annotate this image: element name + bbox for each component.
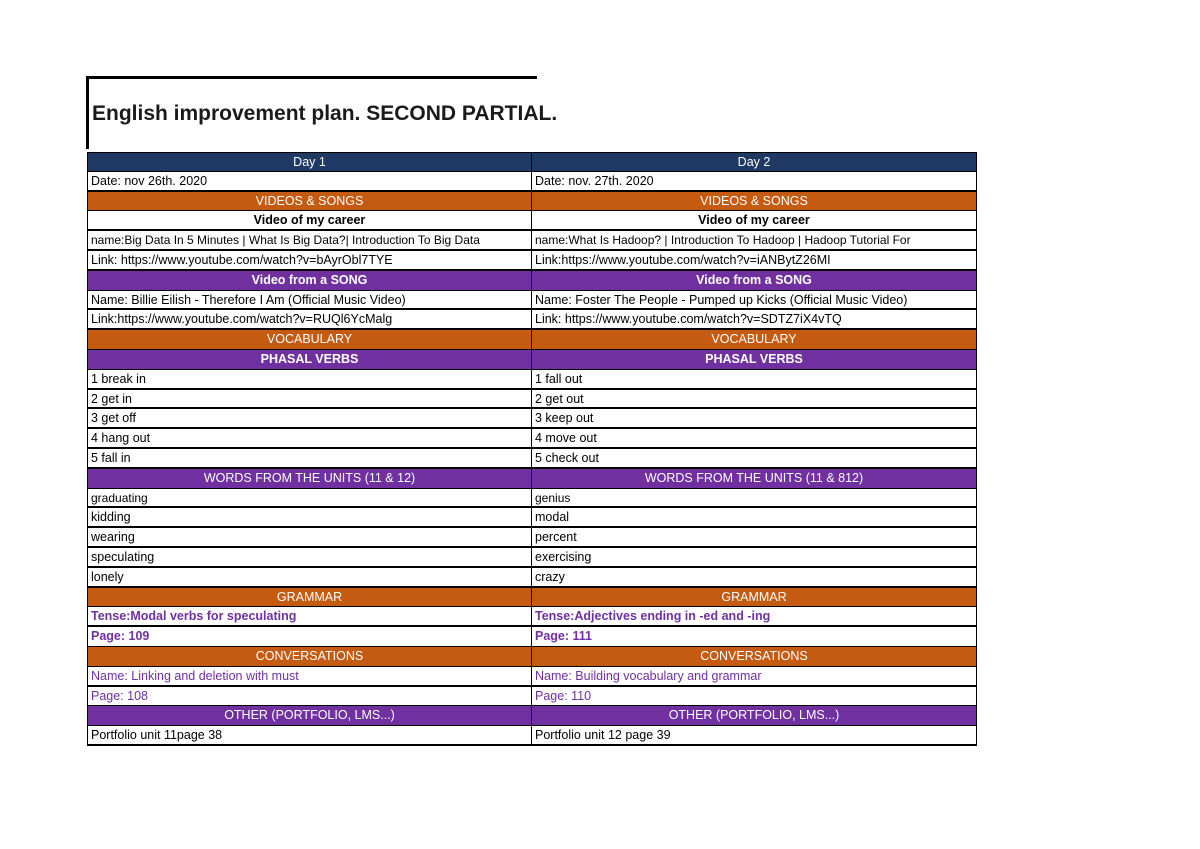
day-1-phrasal-verb: 3 get off: [87, 409, 532, 429]
day-2-phrasal-header: PHASAL VERBS: [532, 350, 977, 370]
day-2-grammar-header: GRAMMAR: [532, 588, 977, 608]
day-2-words-header: WORDS FROM THE UNITS (11 & 812): [532, 469, 977, 489]
day-2-conversation-page: Page: 110: [532, 687, 977, 707]
day-2-date: Date: nov. 27th. 2020: [532, 172, 977, 192]
phrasal-verb-row: [87, 429, 977, 449]
day-1-phrasal-verb: 1 break in: [87, 370, 532, 390]
day-1-career-video-header: Video of my career: [87, 211, 532, 231]
career-video-name-row: [87, 231, 977, 251]
word-row: [87, 489, 977, 509]
day-2-career-video-header: Video of my career: [532, 211, 977, 231]
phrasal-verb-row: [87, 409, 977, 429]
videos-songs-header-row: [87, 192, 977, 212]
day-2-song-header: Video from a SONG: [532, 271, 977, 291]
day-1-other-header: OTHER (PORTFOLIO, LMS...): [87, 706, 532, 726]
song-name-row: [87, 291, 977, 311]
word-row: [87, 508, 977, 528]
song-link-row: [87, 310, 977, 330]
day-2-word: genius: [532, 489, 977, 509]
grammar-page-row: [87, 627, 977, 647]
day-1-word: wearing: [87, 528, 532, 548]
word-row: [87, 568, 977, 588]
day-header-row: [87, 152, 977, 172]
day-1-song-link: Link:https://www.youtube.com/watch?v=RUQl6YcMalg: [87, 310, 532, 330]
grammar-tense-row: [87, 607, 977, 627]
day-1-career-video-link: Link: https://www.youtube.com/watch?v=bAyrObl7TYE: [87, 251, 532, 271]
day-2-vocabulary-header: VOCABULARY: [532, 330, 977, 350]
day-2-song-link: Link: https://www.youtube.com/watch?v=SDTZ7iX4vTQ: [532, 310, 977, 330]
day-2-grammar-tense: Tense:Adjectives ending in -ed and -ing: [532, 607, 977, 627]
conversation-name-row: [87, 667, 977, 687]
day-1-other-value: Portfolio unit 11page 38: [87, 726, 532, 746]
phrasal-verb-row: [87, 370, 977, 390]
day-2-header: Day 2: [532, 152, 977, 172]
day-1-conversation-page: Page: 108: [87, 687, 532, 707]
day-1-grammar-header: GRAMMAR: [87, 588, 532, 608]
day-1-grammar-page: Page: 109: [87, 627, 532, 647]
day-1-song-name: Name: Billie Eilish - Therefore I Am (Official Music Video): [87, 291, 532, 311]
day-2-career-video-link: Link:https://www.youtube.com/watch?v=iANBytZ26MI: [532, 251, 977, 271]
day-1-videos-songs-header: VIDEOS & SONGS: [87, 192, 532, 212]
plan-table: [87, 152, 977, 746]
day-2-phrasal-verb: 4 move out: [532, 429, 977, 449]
day-2-phrasal-verb: 1 fall out: [532, 370, 977, 390]
day-2-word: modal: [532, 508, 977, 528]
day-2-grammar-page: Page: 111: [532, 627, 977, 647]
word-row: [87, 528, 977, 548]
day-2-career-video-name: name:What Is Hadoop? | Introduction To Hadoop | Hadoop Tutorial For: [532, 231, 977, 251]
phrasal-verbs-header-row: [87, 350, 977, 370]
day-2-song-name: Name: Foster The People - Pumped up Kicks (Official Music Video): [532, 291, 977, 311]
song-header-row: [87, 271, 977, 291]
day-1-grammar-tense: Tense:Modal verbs for speculating: [87, 607, 532, 627]
day-2-other-value: Portfolio unit 12 page 39: [532, 726, 977, 746]
day-1-phrasal-verb: 2 get in: [87, 390, 532, 410]
day-1-career-video-name: name:Big Data In 5 Minutes | What Is Big Data?| Introduction To Big Data: [87, 231, 532, 251]
day-1-header: Day 1: [87, 152, 532, 172]
day-1-date: Date: nov 26th. 2020: [87, 172, 532, 192]
date-row: [87, 172, 977, 192]
day-1-phrasal-verb: 5 fall in: [87, 449, 532, 469]
day-2-videos-songs-header: VIDEOS & SONGS: [532, 192, 977, 212]
conversation-page-row: [87, 687, 977, 707]
day-2-other-header: OTHER (PORTFOLIO, LMS...): [532, 706, 977, 726]
day-2-word: crazy: [532, 568, 977, 588]
page-title: English improvement plan. SECOND PARTIAL.: [92, 102, 558, 125]
day-2-word: exercising: [532, 548, 977, 568]
day-1-word: lonely: [87, 568, 532, 588]
phrasal-verb-row: [87, 449, 977, 469]
day-1-word: kidding: [87, 508, 532, 528]
day-2-phrasal-verb: 5 check out: [532, 449, 977, 469]
day-1-word: graduating: [87, 489, 532, 509]
day-1-word: speculating: [87, 548, 532, 568]
words-header-row: [87, 469, 977, 489]
conversations-header-row: [87, 647, 977, 667]
career-video-link-row: [87, 251, 977, 271]
day-1-phrasal-verb: 4 hang out: [87, 429, 532, 449]
other-header-row: [87, 706, 977, 726]
career-video-header-row: [87, 211, 977, 231]
day-1-song-header: Video from a SONG: [87, 271, 532, 291]
day-2-word: percent: [532, 528, 977, 548]
day-2-conversation-name: Name: Building vocabulary and grammar: [532, 667, 977, 687]
day-1-conversations-header: CONVERSATIONS: [87, 647, 532, 667]
day-1-vocabulary-header: VOCABULARY: [87, 330, 532, 350]
vocabulary-header-row: [87, 330, 977, 350]
day-1-words-header: WORDS FROM THE UNITS (11 & 12): [87, 469, 532, 489]
day-2-phrasal-verb: 2 get out: [532, 390, 977, 410]
day-2-conversations-header: CONVERSATIONS: [532, 647, 977, 667]
day-1-phrasal-header: PHASAL VERBS: [87, 350, 532, 370]
day-1-conversation-name: Name: Linking and deletion with must: [87, 667, 532, 687]
other-value-row: [87, 726, 977, 746]
day-2-phrasal-verb: 3 keep out: [532, 409, 977, 429]
grammar-header-row: [87, 588, 977, 608]
phrasal-verb-row: [87, 390, 977, 410]
word-row: [87, 548, 977, 568]
